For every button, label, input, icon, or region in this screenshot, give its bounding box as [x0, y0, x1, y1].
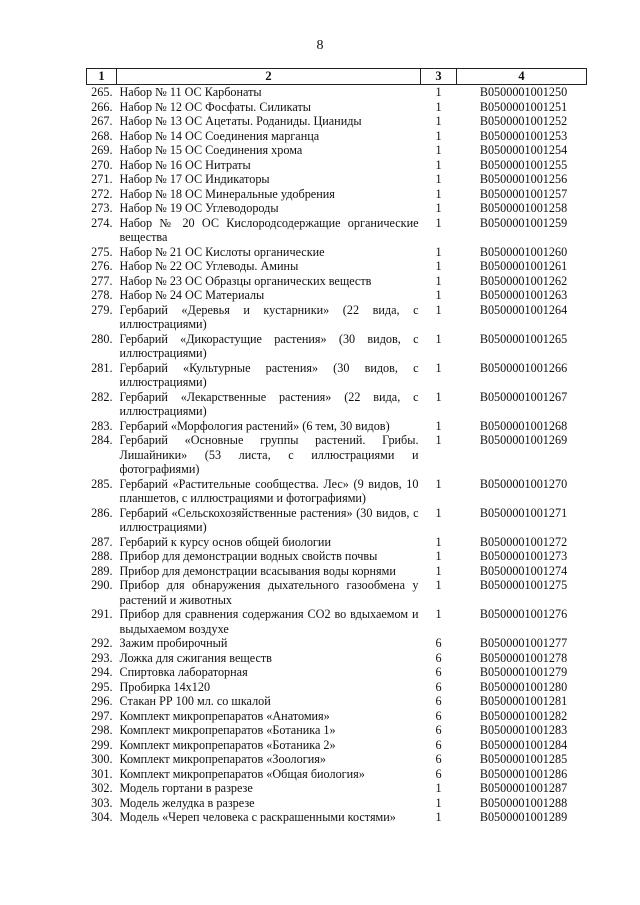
table-row: [87, 361, 587, 390]
table-row: [87, 274, 587, 289]
inventory-code: B0500001001256: [479, 172, 568, 186]
item-quantity: 1: [435, 143, 442, 157]
item-name: Комплект микропрепаратов «Анатомия»: [119, 708, 330, 723]
item-name: Набор № 16 ОС Нитраты: [119, 157, 251, 172]
inventory-code: B0500001001288: [479, 795, 568, 810]
table-body: [87, 85, 587, 825]
table-row: [87, 636, 587, 651]
table-row: [87, 607, 587, 636]
table-row: [87, 216, 587, 245]
table-row: [87, 85, 587, 100]
table-row: [87, 564, 587, 579]
table-row: [87, 288, 587, 303]
inventory-code: B0500001001287: [479, 781, 568, 795]
item-quantity: 6: [435, 708, 442, 723]
item-quantity: 1: [435, 810, 442, 824]
inventory-code: B0500001001258: [479, 201, 568, 215]
row-number: 302.: [91, 781, 113, 795]
inventory-code: B0500001001261: [479, 259, 568, 273]
item-quantity: 1: [435, 302, 442, 317]
inventory-code: B0500001001269: [479, 433, 568, 447]
row-number: 285.: [91, 476, 113, 491]
item-quantity: 1: [435, 172, 442, 186]
item-quantity: 1: [435, 259, 442, 273]
table-row: [87, 332, 587, 361]
item-quantity: 1: [435, 215, 442, 230]
row-number: 268.: [91, 128, 113, 143]
inventory-code: B0500001001253: [479, 128, 568, 143]
row-number: 276.: [91, 259, 113, 273]
row-number: 292.: [91, 636, 113, 650]
item-name: Гербарий «Основные группы растений. Грибы. Лишайники» (53 листа, с иллюстрациями и фотографиями): [119, 433, 419, 476]
inventory-code: B0500001001265: [479, 331, 568, 346]
header-col-4: 4: [457, 69, 587, 85]
row-number: 294.: [91, 665, 113, 679]
inventory-code: B0500001001284: [479, 737, 568, 752]
table-row: [87, 506, 587, 535]
row-number: 286.: [91, 505, 113, 520]
item-name: Гербарий «Культурные растения» (30 видов, с иллюстрациями): [119, 360, 419, 389]
inventory-code: B0500001001289: [479, 810, 568, 824]
item-name: Комплект микропрепаратов «Ботаника 1»: [119, 723, 336, 737]
row-number: 278.: [91, 288, 113, 302]
item-quantity: 1: [435, 85, 442, 99]
item-name: Гербарий «Деревья и кустарники» (22 вида, с иллюстрациями): [119, 302, 419, 331]
inventory-code: B0500001001271: [479, 505, 568, 520]
row-number: 297.: [91, 708, 113, 723]
row-number: 265.: [91, 85, 113, 99]
item-name: Модель «Череп человека с раскрашенными костями»: [119, 810, 396, 824]
item-quantity: 6: [435, 737, 442, 752]
inventory-code: B0500001001267: [479, 389, 568, 404]
item-name: Гербарий «Морфология растений» (6 тем, 30 видов): [119, 418, 390, 433]
item-name: Модель гортани в разрезе: [119, 781, 253, 795]
item-name: Прибор для обнаружения дыхательного газообмена у растений и животных: [119, 578, 419, 607]
item-name: Набор № 21 ОС Кислоты органические: [119, 244, 325, 259]
table-row: [87, 201, 587, 216]
item-name: Набор № 24 ОС Материалы: [119, 288, 265, 302]
inventory-code: B0500001001266: [479, 360, 568, 375]
table-row: [87, 767, 587, 782]
item-quantity: 1: [435, 128, 442, 143]
item-quantity: 6: [435, 679, 442, 694]
table-row: [87, 172, 587, 187]
item-name: Стакан РР 100 мл. со шкалой: [119, 694, 271, 708]
inventory-code: B0500001001274: [479, 563, 568, 578]
header-col-3: 3: [421, 69, 457, 85]
item-quantity: 1: [435, 607, 442, 621]
item-name: Спиртовка лабораторная: [119, 665, 248, 679]
row-number: 275.: [91, 244, 113, 259]
item-name: Набор № 23 ОС Образцы органических веществ: [119, 273, 372, 288]
inventory-code: B0500001001260: [479, 244, 568, 259]
item-name: Пробирка 14х120: [119, 679, 211, 694]
item-quantity: 1: [435, 418, 442, 433]
table-row: [87, 810, 587, 825]
item-quantity: 1: [435, 781, 442, 795]
item-name: Набор № 20 ОС Кислородсодержащие органические вещества: [119, 215, 419, 244]
item-quantity: 1: [435, 563, 442, 578]
row-number: 300.: [91, 752, 113, 766]
item-name: Гербарий «Сельскохозяйственные растения» (30 видов, с иллюстрациями): [119, 505, 419, 534]
item-quantity: 6: [435, 723, 442, 737]
row-number: 273.: [91, 201, 113, 215]
table-row: [87, 433, 587, 477]
table-row: [87, 100, 587, 115]
row-number: 284.: [91, 433, 113, 447]
item-name: Прибор для сравнения содержания СО2 во вдыхаемом и выдыхаемом воздухе: [119, 607, 419, 636]
item-name: Набор № 15 ОС Соединения хрома: [119, 143, 303, 157]
item-quantity: 1: [435, 114, 442, 128]
row-number: 289.: [91, 563, 113, 578]
item-quantity: 1: [435, 360, 442, 375]
inventory-code: B0500001001281: [479, 694, 568, 708]
header-col-1: 1: [87, 69, 117, 85]
row-number: 291.: [91, 607, 113, 621]
item-name: Комплект микропрепаратов «Общая биология»: [119, 766, 365, 781]
table-row: [87, 477, 587, 506]
item-quantity: 1: [435, 476, 442, 491]
item-quantity: 1: [435, 157, 442, 172]
row-number: 301.: [91, 766, 113, 781]
inventory-code: B0500001001251: [479, 99, 568, 114]
inventory-code: B0500001001283: [479, 723, 568, 737]
item-quantity: 6: [435, 752, 442, 766]
inventory-code: B0500001001268: [479, 418, 568, 433]
item-quantity: 1: [435, 244, 442, 259]
inventory-code: B0500001001252: [479, 114, 568, 128]
inventory-table: [86, 68, 587, 825]
row-number: 293.: [91, 650, 113, 665]
table-row: [87, 738, 587, 753]
table-row: [87, 796, 587, 811]
inventory-code: B0500001001270: [479, 476, 568, 491]
table-row: [87, 143, 587, 158]
inventory-code: B0500001001264: [479, 302, 568, 317]
item-quantity: 6: [435, 694, 442, 708]
inventory-code: B0500001001262: [479, 273, 568, 288]
item-quantity: 1: [435, 201, 442, 215]
item-quantity: 1: [435, 795, 442, 810]
inventory-code: B0500001001273: [479, 549, 568, 563]
row-number: 280.: [91, 331, 113, 346]
item-quantity: 1: [435, 288, 442, 302]
item-quantity: 6: [435, 766, 442, 781]
table-row: [87, 158, 587, 173]
row-number: 298.: [91, 723, 113, 737]
item-quantity: 1: [435, 578, 442, 592]
row-number: 274.: [91, 215, 113, 230]
row-number: 283.: [91, 418, 113, 433]
item-name: Комплект микропрепаратов «Зоология»: [119, 752, 326, 766]
row-number: 279.: [91, 302, 113, 317]
row-number: 296.: [91, 694, 113, 708]
row-number: 270.: [91, 157, 113, 172]
table-row: [87, 259, 587, 274]
inventory-code: B0500001001255: [479, 157, 568, 172]
inventory-code: B0500001001250: [479, 85, 568, 99]
inventory-code: B0500001001276: [479, 607, 568, 621]
row-number: 290.: [91, 578, 113, 592]
row-number: 287.: [91, 534, 113, 549]
row-number: 266.: [91, 99, 113, 114]
item-quantity: 1: [435, 505, 442, 520]
inventory-code: B0500001001275: [479, 578, 568, 592]
table-row: [87, 752, 587, 767]
inventory-code: B0500001001257: [479, 186, 568, 201]
table-row: [87, 723, 587, 738]
row-number: 295.: [91, 679, 113, 694]
row-number: 299.: [91, 737, 113, 752]
inventory-code: B0500001001272: [479, 534, 568, 549]
inventory-code: B0500001001279: [479, 665, 568, 679]
table-row: [87, 114, 587, 129]
item-name: Прибор для демонстрации всасывания воды корнями: [119, 563, 396, 578]
table-row: [87, 187, 587, 202]
row-number: 281.: [91, 360, 113, 375]
table-row: [87, 245, 587, 260]
row-number: 271.: [91, 172, 113, 186]
inventory-code: B0500001001282: [479, 708, 568, 723]
item-quantity: 1: [435, 433, 442, 447]
item-name: Прибор для демонстрации водных свойств почвы: [119, 549, 378, 563]
item-name: Модель желудка в разрезе: [119, 795, 255, 810]
item-name: Набор № 14 ОС Соединения марганца: [119, 128, 320, 143]
table-header: [87, 69, 587, 85]
table-row: [87, 694, 587, 709]
item-quantity: 1: [435, 273, 442, 288]
header-col-2: 2: [117, 69, 421, 85]
inventory-code: B0500001001286: [479, 766, 568, 781]
item-name: Зажим пробирочный: [119, 636, 228, 650]
inventory-code: B0500001001254: [479, 143, 568, 157]
inventory-code: B0500001001285: [479, 752, 568, 766]
table-row: [87, 419, 587, 434]
item-name: Набор № 13 ОС Ацетаты. Роданиды. Цианиды: [119, 114, 362, 128]
table-row: [87, 578, 587, 607]
item-name: Гербарий «Дикорастущие растения» (30 видов, с иллюстрациями): [119, 331, 419, 360]
table-row: [87, 549, 587, 564]
item-name: Набор № 11 ОС Карбонаты: [119, 85, 262, 99]
item-quantity: 6: [435, 665, 442, 679]
item-quantity: 6: [435, 636, 442, 650]
inventory-code: B0500001001278: [479, 650, 568, 665]
table-row: [87, 781, 587, 796]
item-name: Гербарий к курсу основ общей биологии: [119, 534, 331, 549]
row-number: 288.: [91, 549, 113, 563]
item-quantity: 1: [435, 534, 442, 549]
table-row: [87, 680, 587, 695]
row-number: 282.: [91, 389, 113, 404]
table-row: [87, 535, 587, 550]
inventory-code: B0500001001263: [479, 288, 568, 302]
page-number: 8: [316, 38, 324, 53]
item-name: Набор № 19 ОС Углеводороды: [119, 201, 279, 215]
table-row: [87, 665, 587, 680]
inventory-code: B0500001001277: [479, 636, 568, 650]
table-row: [87, 651, 587, 666]
inventory-code: B0500001001280: [479, 679, 568, 694]
table-row: [87, 303, 587, 332]
row-number: 277.: [91, 273, 113, 288]
row-number: 267.: [91, 114, 113, 128]
item-quantity: 6: [435, 650, 442, 665]
row-number: 303.: [91, 795, 113, 810]
row-number: 272.: [91, 186, 113, 201]
row-number: 269.: [91, 143, 113, 157]
item-name: Ложка для сжигания веществ: [119, 650, 272, 665]
item-name: Набор № 12 ОС Фосфаты. Силикаты: [119, 99, 311, 114]
inventory-code: B0500001001259: [479, 215, 568, 230]
item-name: Гербарий «Лекарственные растения» (22 вида, с иллюстрациями): [119, 389, 419, 418]
table-row: [87, 709, 587, 724]
item-quantity: 1: [435, 331, 442, 346]
item-name: Набор № 22 ОС Углеводы. Амины: [119, 259, 299, 273]
item-quantity: 1: [435, 186, 442, 201]
item-quantity: 1: [435, 549, 442, 563]
item-quantity: 1: [435, 99, 442, 114]
item-quantity: 1: [435, 389, 442, 404]
row-number: 304.: [91, 810, 113, 824]
item-name: Набор № 18 ОС Минеральные удобрения: [119, 186, 335, 201]
table-row: [87, 390, 587, 419]
item-name: Гербарий «Растительные сообщества. Лес» (9 видов, 10 планшетов, с иллюстрациями и фотографиями): [119, 476, 419, 505]
item-name: Комплект микропрепаратов «Ботаника 2»: [119, 737, 336, 752]
item-name: Набор № 17 ОС Индикаторы: [119, 172, 270, 186]
table-row: [87, 129, 587, 144]
